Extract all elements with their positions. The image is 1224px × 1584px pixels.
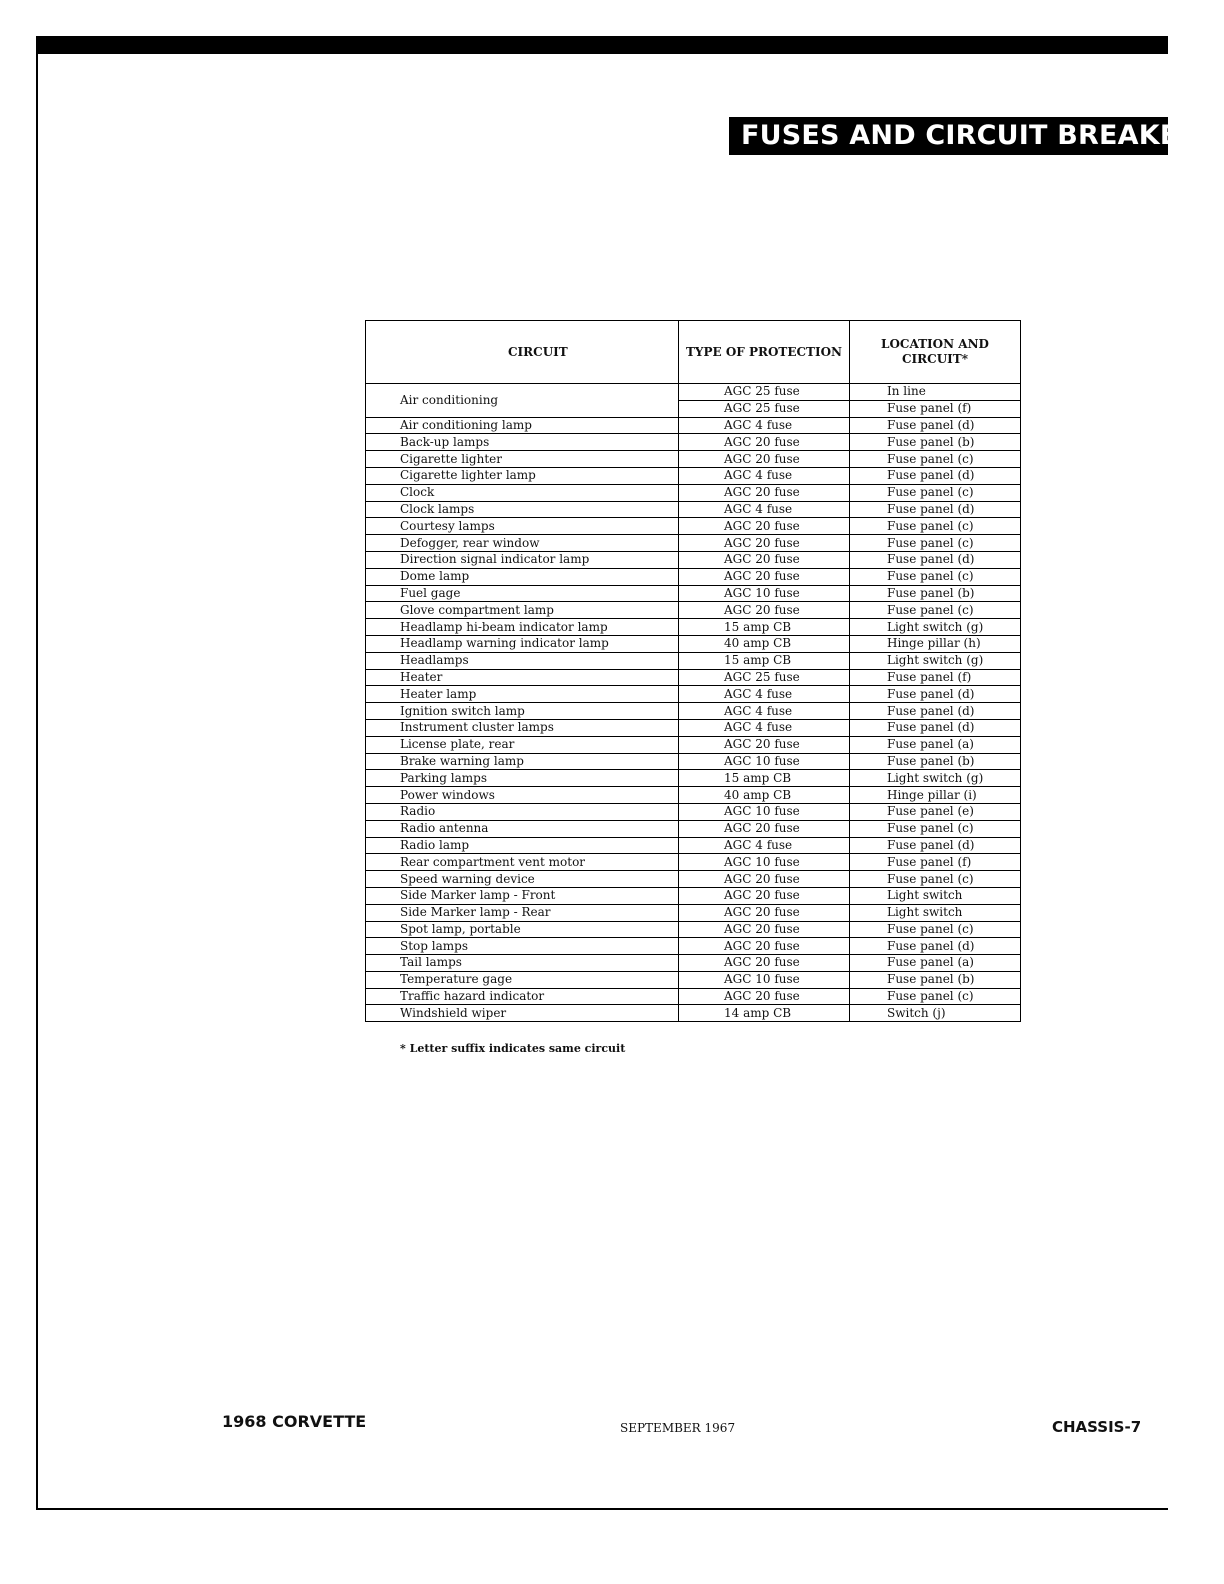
table-body: [366, 384, 1021, 1022]
table-row: [366, 669, 1021, 686]
cell-location: Fuse panel (b): [850, 585, 1021, 602]
cell-circuit: Cigarette lighter lamp: [366, 467, 679, 484]
cell-protection: AGC 25 fuse: [679, 669, 850, 686]
table-row: [366, 467, 1021, 484]
cell-circuit: Radio antenna: [366, 820, 679, 837]
cell-circuit: Rear compartment vent motor: [366, 854, 679, 871]
cell-protection: AGC 25 fuse: [679, 400, 850, 417]
cell-protection: AGC 4 fuse: [679, 837, 850, 854]
cell-circuit: Cigarette lighter: [366, 451, 679, 468]
table-row: [366, 753, 1021, 770]
cell-circuit: Windshield wiper: [366, 1005, 679, 1022]
cell-protection: AGC 20 fuse: [679, 451, 850, 468]
cell-location: Fuse panel (b): [850, 971, 1021, 988]
cell-location: Hinge pillar (i): [850, 787, 1021, 804]
cell-circuit: Heater: [366, 669, 679, 686]
table-row: [366, 501, 1021, 518]
cell-protection: 40 amp CB: [679, 635, 850, 652]
column-header-location: LOCATION AND CIRCUIT*: [850, 321, 1021, 384]
cell-location: Fuse panel (e): [850, 803, 1021, 820]
cell-location: Fuse panel (d): [850, 938, 1021, 955]
table-row: [366, 871, 1021, 888]
cell-protection: AGC 20 fuse: [679, 535, 850, 552]
cell-protection: AGC 20 fuse: [679, 921, 850, 938]
cell-protection: AGC 20 fuse: [679, 434, 850, 451]
cell-protection: AGC 4 fuse: [679, 686, 850, 703]
cell-location: Light switch (g): [850, 770, 1021, 787]
cell-protection: AGC 20 fuse: [679, 904, 850, 921]
cell-location: Fuse panel (d): [850, 501, 1021, 518]
top-border-bar: [36, 36, 1168, 54]
table-row: [366, 921, 1021, 938]
table-row: [366, 787, 1021, 804]
cell-protection: AGC 10 fuse: [679, 971, 850, 988]
bottom-border-line: [36, 1508, 1168, 1510]
cell-location: Fuse panel (f): [850, 400, 1021, 417]
cell-circuit: Heater lamp: [366, 686, 679, 703]
table-row: [366, 854, 1021, 871]
table-row: [366, 384, 1021, 401]
footnote: * Letter suffix indicates same circuit: [400, 1042, 626, 1055]
cell-location: Fuse panel (c): [850, 518, 1021, 535]
table-row: [366, 736, 1021, 753]
cell-circuit: Temperature gage: [366, 971, 679, 988]
fuse-table: [365, 320, 1021, 1022]
cell-location: In line: [850, 384, 1021, 401]
table-row: [366, 484, 1021, 501]
cell-protection: AGC 25 fuse: [679, 384, 850, 401]
cell-circuit: Headlamp hi-beam indicator lamp: [366, 619, 679, 636]
table-row: [366, 585, 1021, 602]
cell-location: Light switch: [850, 887, 1021, 904]
cell-protection: AGC 20 fuse: [679, 820, 850, 837]
cell-location: Fuse panel (c): [850, 568, 1021, 585]
cell-circuit: Brake warning lamp: [366, 753, 679, 770]
cell-protection: AGC 20 fuse: [679, 568, 850, 585]
table-row: [366, 434, 1021, 451]
cell-protection: AGC 4 fuse: [679, 467, 850, 484]
table-row: [366, 635, 1021, 652]
cell-location: Fuse panel (d): [850, 686, 1021, 703]
cell-circuit: Direction signal indicator lamp: [366, 551, 679, 568]
cell-protection: AGC 4 fuse: [679, 501, 850, 518]
column-header-protection: TYPE OF PROTECTION: [679, 321, 850, 384]
cell-circuit: Defogger, rear window: [366, 535, 679, 552]
cell-circuit: Fuel gage: [366, 585, 679, 602]
cell-location: Fuse panel (d): [850, 417, 1021, 434]
table-row: [366, 551, 1021, 568]
cell-location: Hinge pillar (h): [850, 635, 1021, 652]
table-row: [366, 820, 1021, 837]
table-row: [366, 938, 1021, 955]
cell-location: Fuse panel (b): [850, 753, 1021, 770]
cell-location: Fuse panel (b): [850, 434, 1021, 451]
cell-location: Fuse panel (c): [850, 921, 1021, 938]
table-row: [366, 602, 1021, 619]
cell-circuit: Air conditioning: [366, 384, 679, 418]
cell-circuit: Spot lamp, portable: [366, 921, 679, 938]
cell-location: Fuse panel (d): [850, 551, 1021, 568]
table-row: [366, 568, 1021, 585]
cell-location: Fuse panel (c): [850, 535, 1021, 552]
footer-model: 1968 CORVETTE: [222, 1412, 367, 1431]
cell-protection: 15 amp CB: [679, 652, 850, 669]
footer-page-number: CHASSIS-7: [1052, 1418, 1142, 1436]
table-row: [366, 451, 1021, 468]
cell-circuit: Radio: [366, 803, 679, 820]
table-row: [366, 652, 1021, 669]
cell-circuit: Dome lamp: [366, 568, 679, 585]
cell-protection: AGC 20 fuse: [679, 518, 850, 535]
cell-protection: AGC 20 fuse: [679, 736, 850, 753]
cell-protection: 15 amp CB: [679, 619, 850, 636]
cell-circuit: Speed warning device: [366, 871, 679, 888]
table-row: [366, 703, 1021, 720]
cell-protection: AGC 20 fuse: [679, 602, 850, 619]
cell-circuit: License plate, rear: [366, 736, 679, 753]
cell-location: Fuse panel (c): [850, 451, 1021, 468]
table-row: [366, 719, 1021, 736]
cell-location: Fuse panel (c): [850, 820, 1021, 837]
cell-location: Fuse panel (c): [850, 988, 1021, 1005]
cell-circuit: Courtesy lamps: [366, 518, 679, 535]
left-border-line: [36, 36, 38, 1510]
cell-protection: AGC 20 fuse: [679, 988, 850, 1005]
cell-location: Light switch: [850, 904, 1021, 921]
cell-protection: AGC 20 fuse: [679, 955, 850, 972]
cell-protection: AGC 4 fuse: [679, 417, 850, 434]
cell-location: Fuse panel (a): [850, 955, 1021, 972]
cell-circuit: Side Marker lamp - Front: [366, 887, 679, 904]
table-row: [366, 1005, 1021, 1022]
cell-circuit: Glove compartment lamp: [366, 602, 679, 619]
cell-location: Fuse panel (d): [850, 703, 1021, 720]
table-row: [366, 518, 1021, 535]
cell-circuit: Air conditioning lamp: [366, 417, 679, 434]
table-row: [366, 955, 1021, 972]
cell-location: Light switch (g): [850, 619, 1021, 636]
cell-circuit: Headlamp warning indicator lamp: [366, 635, 679, 652]
cell-location: Light switch (g): [850, 652, 1021, 669]
cell-location: Fuse panel (d): [850, 467, 1021, 484]
table-row: [366, 803, 1021, 820]
cell-circuit: Stop lamps: [366, 938, 679, 955]
cell-circuit: Clock: [366, 484, 679, 501]
cell-location: Fuse panel (c): [850, 484, 1021, 501]
cell-location: Fuse panel (f): [850, 854, 1021, 871]
cell-protection: 40 amp CB: [679, 787, 850, 804]
table-row: [366, 887, 1021, 904]
table-row: [366, 417, 1021, 434]
cell-location: Fuse panel (c): [850, 602, 1021, 619]
cell-circuit: Headlamps: [366, 652, 679, 669]
cell-circuit: Power windows: [366, 787, 679, 804]
cell-location: Fuse panel (c): [850, 871, 1021, 888]
cell-location: Fuse panel (d): [850, 837, 1021, 854]
column-header-circuit: CIRCUIT: [366, 321, 679, 384]
cell-protection: AGC 10 fuse: [679, 585, 850, 602]
cell-protection: AGC 20 fuse: [679, 484, 850, 501]
cell-circuit: Side Marker lamp - Rear: [366, 904, 679, 921]
cell-protection: AGC 4 fuse: [679, 719, 850, 736]
cell-circuit: Tail lamps: [366, 955, 679, 972]
cell-circuit: Ignition switch lamp: [366, 703, 679, 720]
cell-protection: AGC 10 fuse: [679, 854, 850, 871]
cell-circuit: Traffic hazard indicator: [366, 988, 679, 1005]
cell-protection: 14 amp CB: [679, 1005, 850, 1022]
table-row: [366, 971, 1021, 988]
cell-protection: AGC 20 fuse: [679, 871, 850, 888]
cell-protection: 15 amp CB: [679, 770, 850, 787]
cell-circuit: Radio lamp: [366, 837, 679, 854]
table-row: [366, 770, 1021, 787]
cell-protection: AGC 20 fuse: [679, 887, 850, 904]
cell-protection: AGC 20 fuse: [679, 551, 850, 568]
table-header: [366, 321, 1021, 384]
cell-circuit: Back-up lamps: [366, 434, 679, 451]
table-row: [366, 837, 1021, 854]
cell-circuit: Parking lamps: [366, 770, 679, 787]
table-row: [366, 619, 1021, 636]
cell-location: Fuse panel (f): [850, 669, 1021, 686]
cell-protection: AGC 20 fuse: [679, 938, 850, 955]
table-row: [366, 904, 1021, 921]
cell-protection: AGC 10 fuse: [679, 753, 850, 770]
table-row: [366, 988, 1021, 1005]
cell-circuit: Instrument cluster lamps: [366, 719, 679, 736]
table-row: [366, 686, 1021, 703]
cell-location: Switch (j): [850, 1005, 1021, 1022]
cell-protection: AGC 4 fuse: [679, 703, 850, 720]
cell-location: Fuse panel (d): [850, 719, 1021, 736]
cell-circuit: Clock lamps: [366, 501, 679, 518]
footer-date: SEPTEMBER 1967: [620, 1421, 736, 1435]
page-title: FUSES AND CIRCUIT BREAKERS: [729, 117, 1168, 155]
cell-protection: AGC 10 fuse: [679, 803, 850, 820]
cell-location: Fuse panel (a): [850, 736, 1021, 753]
table-row: [366, 535, 1021, 552]
